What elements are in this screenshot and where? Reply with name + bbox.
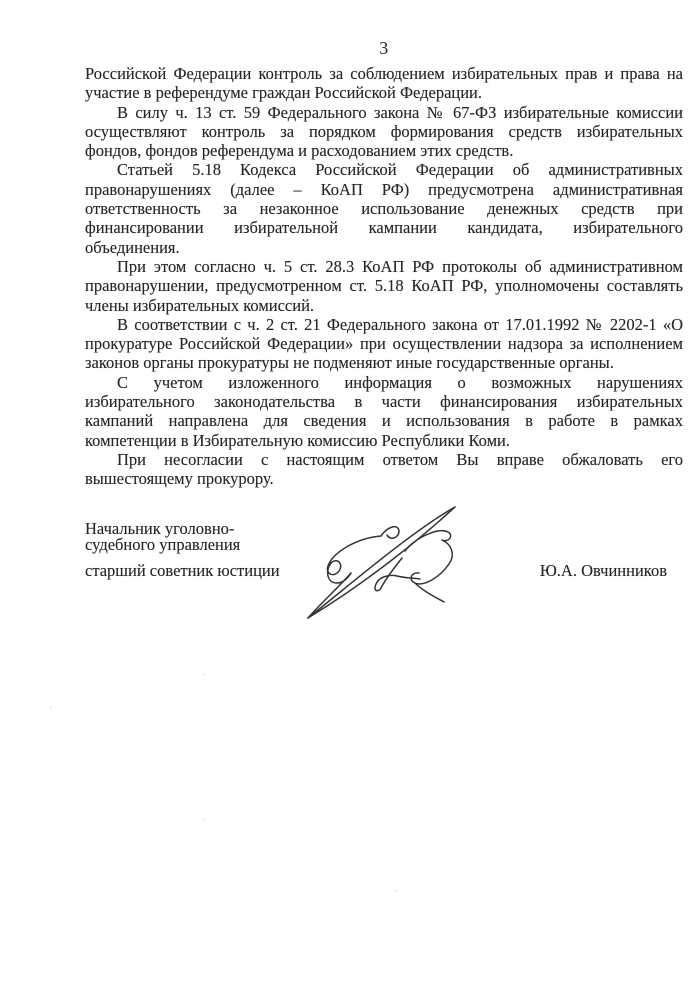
scan-speck xyxy=(49,706,52,709)
text-line: финансировании избирательной кампании кандидата, избирательного xyxy=(85,218,683,238)
text-line: участие в референдуме граждан Российской Федерации. xyxy=(85,83,483,103)
text-line: законов органы прокуратуры не подменяют иные государственные органы. xyxy=(85,353,614,373)
text-line: осуществляют контроль за порядком формирования средств избирательных xyxy=(85,121,683,141)
scan-speck xyxy=(203,673,206,676)
text-line: объединения. xyxy=(85,237,180,257)
paragraph xyxy=(85,257,683,315)
signature-position-block xyxy=(85,521,280,579)
signer-rank-line: старший советник юстиции xyxy=(85,561,280,580)
text-line: правонарушении, предусмотренном ст. 5.18 КоАП РФ, уполномочены составлять xyxy=(85,276,683,296)
signer-name: Ю.А. Овчинников xyxy=(539,561,667,580)
signer-position-line: Начальник уголовно- xyxy=(85,519,235,538)
text-line: прокуратуре Российской Федерации» при осуществлении надзора за исполнением xyxy=(85,334,683,354)
text-line: В соответствии с ч. 2 ст. 21 Федерального закона от 17.01.1992 № 2202-1 «О xyxy=(117,314,683,334)
text-line: вышестоящему прокурору. xyxy=(85,469,274,489)
signer-position-line: судебного управления xyxy=(85,534,241,554)
text-line: правонарушениях (далее – КоАП РФ) предусмотрена административная xyxy=(85,179,683,199)
scan-speck xyxy=(395,890,398,892)
text-line: члены избирательных комиссий. xyxy=(85,295,315,315)
paragraph xyxy=(85,315,683,373)
text-line: ответственность за незаконное использование денежных средств при xyxy=(85,199,683,219)
text-line: При несогласии с настоящим ответом Вы вправе обжаловать его xyxy=(117,449,683,469)
paragraph xyxy=(85,64,683,103)
text-line: Статьей 5.18 Кодекса Российской Федерации об административных xyxy=(117,160,683,180)
text-line: компетенции в Избирательную комиссию Республики Коми. xyxy=(85,430,510,450)
text-line: кампаний направлена для сведения и использования в работе в рамках xyxy=(85,411,683,431)
page-number: 3 xyxy=(379,38,389,58)
paragraph xyxy=(85,103,683,161)
scan-speck xyxy=(203,818,206,821)
text-line: фондов, фондов референдума и расходованием этих средств. xyxy=(85,141,514,161)
text-line: При этом согласно ч. 5 ст. 28.3 КоАП РФ протоколы об административном xyxy=(117,256,683,276)
handwritten-signature xyxy=(293,494,473,626)
paragraph xyxy=(85,373,683,450)
document-body xyxy=(85,64,683,489)
paragraph xyxy=(85,160,683,256)
text-line: Российской Федерации контроль за соблюдением избирательных прав и права на xyxy=(85,64,683,83)
text-line: В силу ч. 13 ст. 59 Федерального закона № 67-ФЗ избирательные комиссии xyxy=(117,102,683,122)
paragraph xyxy=(85,450,683,489)
text-line: избирательного законодательства в части финансирования избирательных xyxy=(85,392,683,412)
text-line: С учетом изложенного информация о возможных нарушениях xyxy=(117,372,683,392)
signature-icon xyxy=(293,494,473,626)
